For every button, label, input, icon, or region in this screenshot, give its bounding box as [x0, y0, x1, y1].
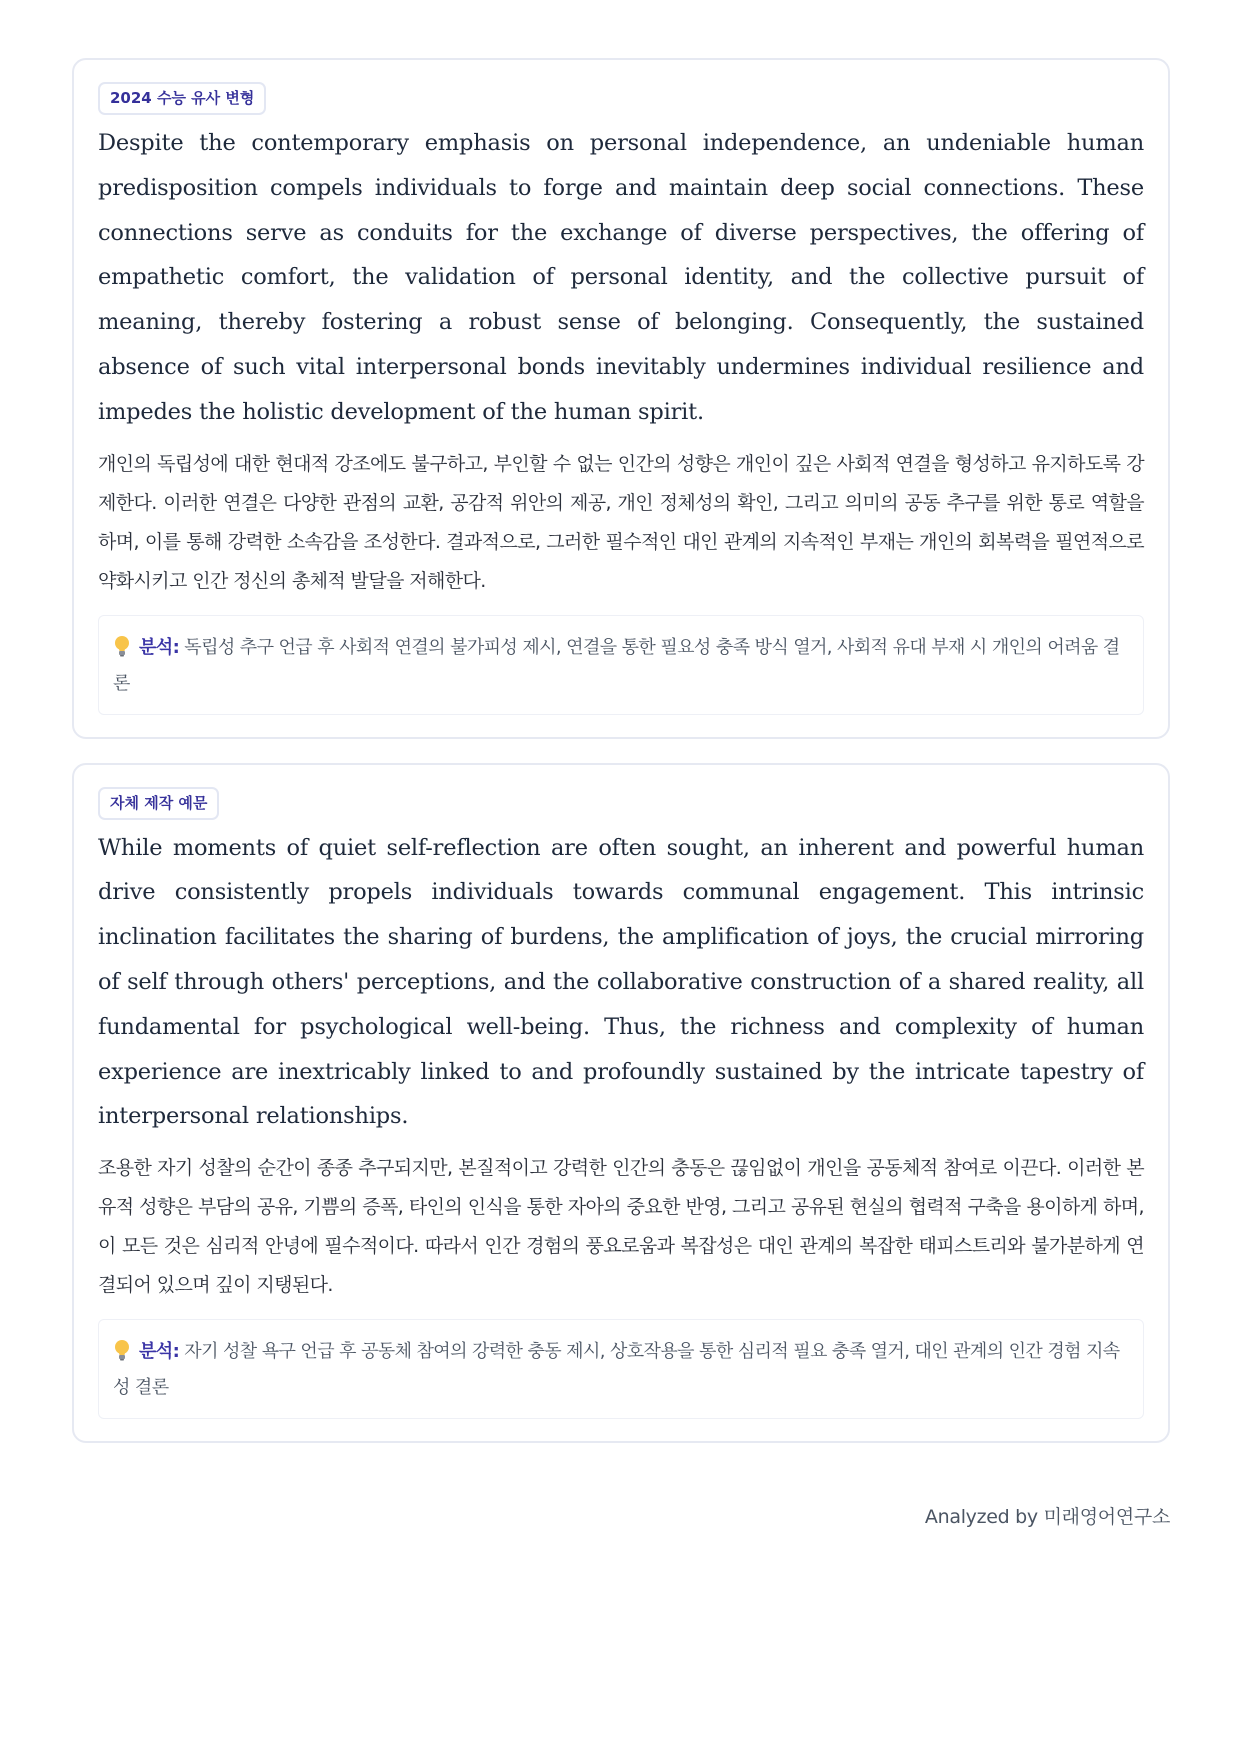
analysis-label: 분석:: [139, 636, 180, 658]
passage-card-1: [72, 58, 1170, 739]
source-badge: 2024 수능 유사 변형: [98, 82, 266, 115]
lightbulb-icon: [113, 635, 131, 657]
analysis-box: [98, 1319, 1144, 1419]
english-passage: Despite the contemporary emphasis on personal independence, an undeniable human predisposition compels individuals to forge and maintain deep social connections. These connections serve as conduits for the exchange of diverse perspectives, the offering of empathetic comfort, the validation of personal identity, and the collective pursuit of meaning, thereby fostering a robust sense of belonging. Consequently, the sustained absence of such vital interpersonal bonds inevitably undermines individual resilience and impedes the holistic development of the human spirit.: [98, 130, 1144, 425]
lightbulb-icon: [113, 1339, 131, 1361]
document-page: [72, 58, 1170, 1443]
analysis-text: 자기 성찰 욕구 언급 후 공동체 참여의 강력한 충동 제시, 상호작용을 통한 심리적 필요 충족 열거, 대인 관계의 인간 경험 지속성 결론: [113, 1341, 1120, 1399]
analysis-label: 분석:: [139, 1341, 180, 1363]
korean-translation: 개인의 독립성에 대한 현대적 강조에도 불구하고, 부인할 수 없는 인간의 성향은 개인이 깊은 사회적 연결을 형성하고 유지하도록 강제한다. 이러한 연결은 다양한 관점의 교환, 공감적 위안의 제공, 개인 정체성의 확인, 그리고 의미의 공동 추구를 위한 통로 역할을 하며, 이를 통해 강력한 소속감을 조성한다. 결과적으로, 그러한 필수적인 대인 관계의 지속적인 부재는 개인의 회복력을 필연적으로 약화시키고 인간 정신의 총체적 발달을 저해한다.: [98, 452, 1144, 592]
english-passage: While moments of quiet self-reflection are often sought, an inherent and powerful human drive consistently propels individuals towards communal engagement. This intrinsic inclination facilitates the sharing of burdens, the amplification of joys, the crucial mirroring of self through others' perceptions, and the collaborative construction of a shared reality, all fundamental for psychological well-being. Thus, the richness and complexity of human experience are inextricably linked to and profoundly sustained by the intricate tapestry of interpersonal relationships.: [98, 834, 1144, 1130]
korean-translation: 조용한 자기 성찰의 순간이 종종 추구되지만, 본질적이고 강력한 인간의 충동은 끊임없이 개인을 공동체적 참여로 이끈다. 이러한 본유적 성향은 부담의 공유, 기쁨의 증폭, 타인의 인식을 통한 자아의 중요한 반영, 그리고 공유된 현실의 협력적 구축을 용이하게 하며, 이 모든 것은 심리적 안녕에 필수적이다. 따라서 인간 경험의 풍요로움과 복잡성은 대인 관계의 복잡한 태피스트리와 불가분하게 연결되어 있으며 깊이 지탱된다.: [98, 1157, 1144, 1297]
source-badge: 자체 제작 예문: [98, 787, 219, 820]
analysis-box: [98, 615, 1144, 715]
analysis-text: 독립성 추구 언급 후 사회적 연결의 불가피성 제시, 연결을 통한 필요성 충족 방식 열거, 사회적 유대 부재 시 개인의 어려움 결론: [113, 636, 1120, 694]
footer-credit: Analyzed by 미래영어연구소: [924, 1506, 1170, 1528]
passage-card-2: [72, 763, 1170, 1444]
